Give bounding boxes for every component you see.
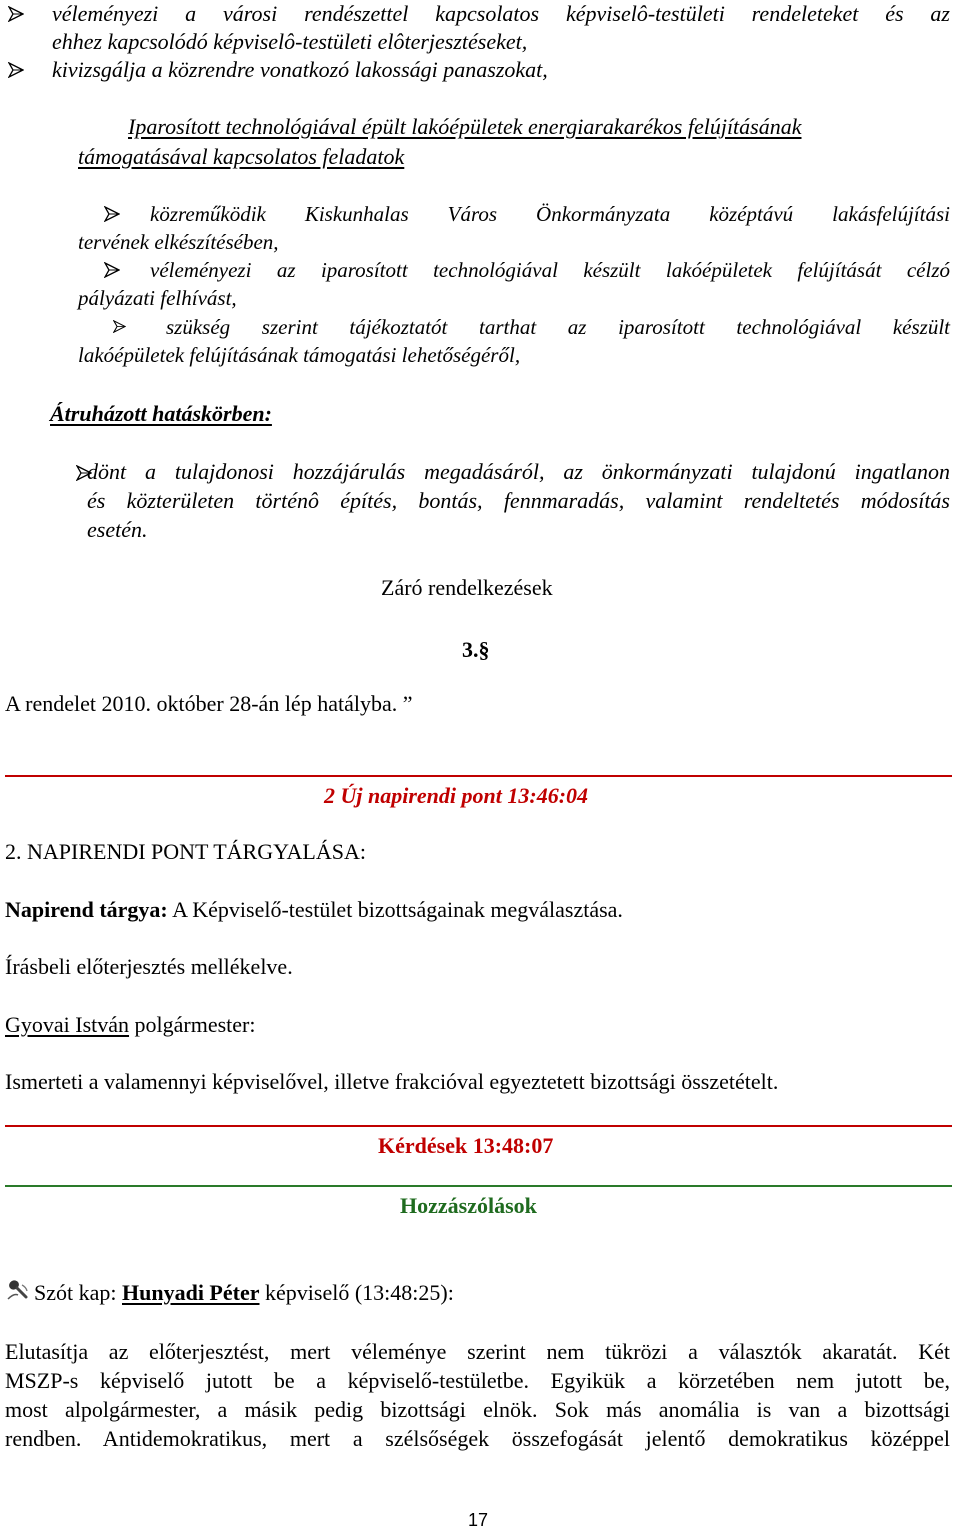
comment-label: Szót kap: [34, 1280, 117, 1305]
speaker-line [5, 1011, 256, 1039]
list-item-continuation: pályázati felhívást, [78, 286, 237, 310]
comments-heading: Hozzászólások [400, 1193, 537, 1218]
speaker-text: Ismerteti a valamennyi képviselővel, illetve frakcióval egyeztetett bizottsági összetételt. [5, 1069, 779, 1094]
arrow-bullet-icon [104, 262, 120, 278]
agenda-heading: 2. NAPIRENDI PONT TÁRGYALÁSA: [5, 839, 366, 864]
arrow-bullet-icon [8, 6, 24, 22]
comment-speaker-name: Hunyadi Péter [122, 1280, 260, 1305]
list-item-continuation: lakóépületek felújításának támogatási lehetőségéről, [78, 343, 521, 367]
list-item: véleményezi a városi rendészettel kapcsolatos képviselô-testületi rendeleteket és az [52, 1, 950, 26]
agenda-subject-label: Napirend tárgya: [5, 897, 168, 922]
microphone-icon [6, 1279, 30, 1301]
agenda-subject [5, 896, 623, 924]
effective-text: A rendelet 2010. október 28-án lép hatályba. [5, 691, 398, 716]
new-agenda-item: 2 Új napirendi pont 13:46:04 [324, 783, 589, 808]
section-symbol: § [478, 637, 490, 662]
arrow-bullet-icon [113, 320, 126, 333]
list-item: kivizsgálja a közrendre vonatkozó lakossági panaszokat, [52, 57, 548, 82]
comment-header [34, 1279, 454, 1307]
section-number-text: 3. [462, 637, 479, 662]
comment-text-line: rendben. Antidemokratikus, mert a szélsőségek összefogását jelentő demokratikus középpel [5, 1426, 950, 1451]
delegated-heading: Átruházott hatáskörben: [50, 401, 272, 426]
divider-red [5, 1125, 952, 1127]
list-item: közreműködik Kiskunhalas Város Önkormányzata középtávú lakásfelújítási [150, 202, 950, 226]
closing-quote: ” [402, 691, 413, 716]
closing-title: Záró rendelkezések [381, 575, 553, 600]
list-item: dönt a tulajdonosi hozzájárulás megadásáról, az önkormányzati tulajdonú ingatlanon [87, 459, 950, 484]
comment-text-line: most alpolgármester, a másik pedig bizottsági elnök. Sok más anomália is van a bizottsági [5, 1397, 950, 1422]
divider-red [5, 775, 952, 777]
arrow-bullet-icon [104, 206, 120, 222]
section-heading-continuation: támogatásával kapcsolatos feladatok [78, 144, 405, 169]
agenda-subject-value: A Képviselő-testület bizottságainak megválasztása. [172, 897, 623, 922]
comment-text-line: MSZP-s képviselő jutott be a képviselő-testületbe. Egyikük a körzetében nem jutott be, [5, 1368, 950, 1393]
comment-speaker-role: képviselő (13:48:25): [265, 1280, 454, 1305]
comment-text-line: Elutasítja az előterjesztést, mert véleménye szerint nem tükrözi a választók akaratát. Két [5, 1339, 950, 1364]
written-proposal-note: Írásbeli előterjesztés mellékelve. [5, 954, 293, 979]
speaker-role: polgármester: [134, 1012, 256, 1037]
divider-green [5, 1185, 952, 1187]
page-number: 17 [468, 1510, 489, 1530]
list-item: szükség szerint tájékoztatót tarthat az iparosított technológiával készült [166, 315, 950, 339]
list-item-continuation: ehhez kapcsolódó képviselô-testületi elôterjesztéseket, [52, 29, 528, 54]
arrow-bullet-icon [8, 62, 24, 78]
section-heading: Iparosított technológiával épült lakóépületek energiarakarékos felújításának [128, 114, 802, 139]
questions-heading: Kérdések 13:48:07 [378, 1133, 554, 1158]
list-item: véleményezi az iparosított technológiával készült lakóépületek felújítását célzó [150, 258, 950, 282]
section-number [462, 636, 490, 664]
speaker-name: Gyovai István [5, 1012, 130, 1037]
list-item-continuation: esetén. [87, 517, 148, 542]
list-item-continuation: tervének elkészítésében, [78, 230, 279, 254]
list-item-continuation: és közterületen történô építés, bontás, fennmaradás, valamint rendeltetés módosítás [87, 488, 950, 513]
effective-date [5, 690, 412, 718]
